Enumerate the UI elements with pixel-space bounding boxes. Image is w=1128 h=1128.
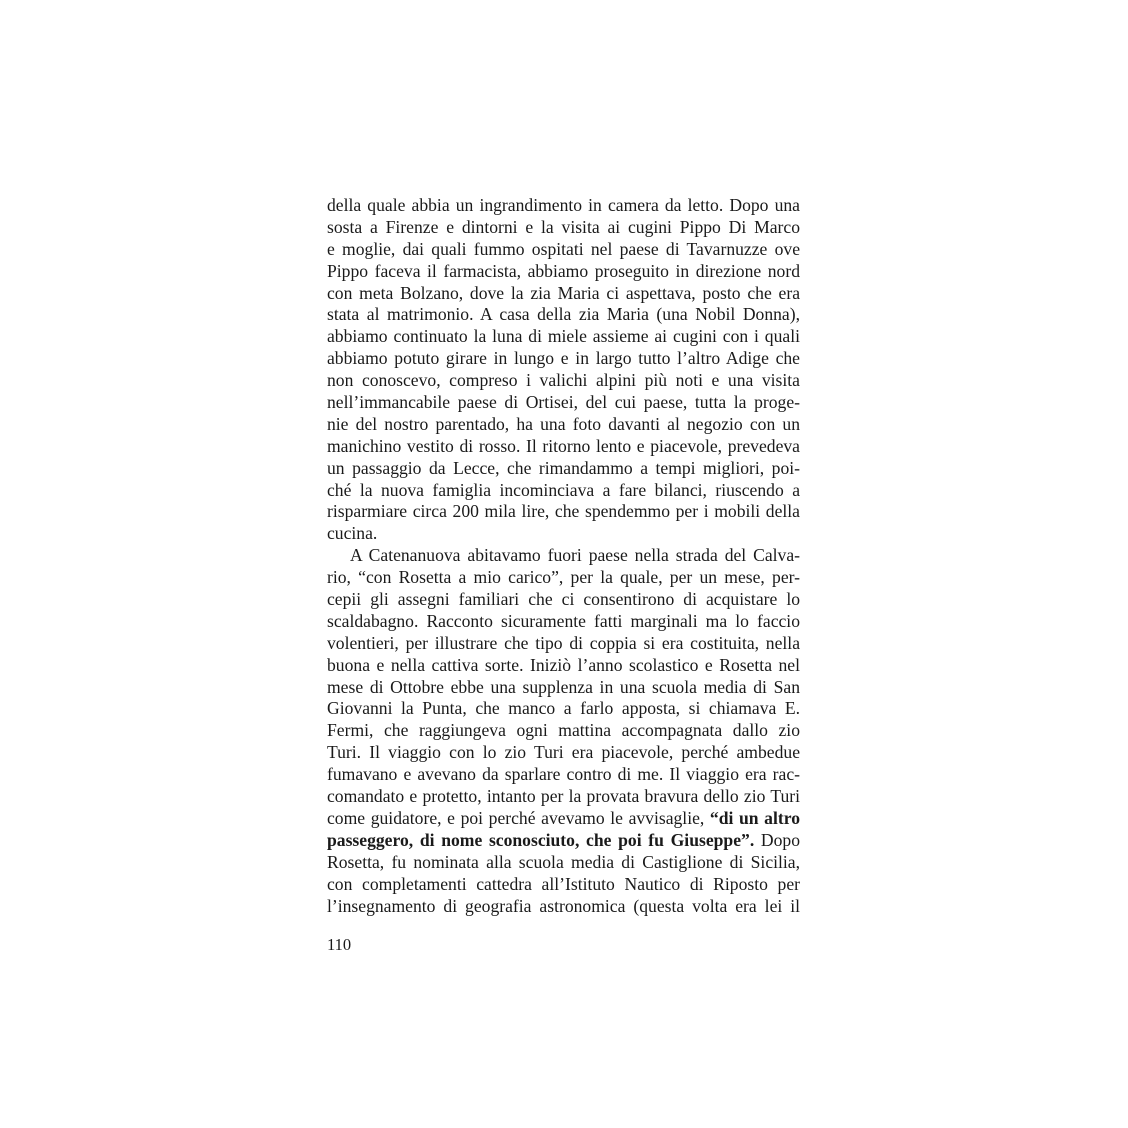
- text-line-mixed: [327, 808, 800, 830]
- text-line: nell’immancabile paese di Ortisei, del cui paese, tutta la proge-: [327, 392, 800, 413]
- page-number: 110: [327, 935, 352, 954]
- text-line: Rosetta, fu nominata alla scuola media di Castiglione di Sicilia,: [327, 851, 800, 872]
- text-line: non conoscevo, compreso i valichi alpini più noti e una visita: [327, 370, 800, 391]
- text-line: con completamenti cattedra all’Istituto Nautico di Riposto per: [327, 873, 800, 894]
- text-line: fumavano e avevano da sparlare contro di me. Il viaggio era rac-: [327, 764, 800, 785]
- text-line: Pippo faceva il farmacista, abbiamo proseguito in direzione nord: [327, 260, 800, 281]
- text-line: Fermi, che raggiungeva ogni mattina accompagnata dallo zio: [327, 720, 800, 741]
- text-line: nie del nostro parentado, ha una foto davanti al negozio con un: [327, 413, 800, 434]
- text-line: comandato e protetto, intanto per la provata bravura dello zio Turi: [327, 786, 800, 807]
- text-line: ché la nuova famiglia incominciava a fare bilanci, riuscendo a: [327, 479, 800, 500]
- text-line: buona e nella cattiva sorte. Iniziò l’anno scolastico e Rosetta nel: [327, 654, 800, 675]
- text-line: cepii gli assegni familiari che ci consentirono di acquistare lo: [327, 589, 800, 610]
- bold-text: “di un altro: [709, 807, 800, 828]
- text-line: e moglie, dai quali fummo ospitati nel paese di Tavarnuzze ove: [327, 238, 800, 259]
- text-line: mese di Ottobre ebbe una supplenza in una scuola media di San: [327, 676, 800, 697]
- text-line: rio, “con Rosetta a mio carico”, per la quale, per un mese, per-: [327, 567, 800, 588]
- text-line-mixed: [327, 830, 800, 852]
- text-line: manichino vestito di rosso. Il ritorno lento e piacevole, prevedeva: [327, 435, 800, 456]
- bold-text: passeggero, di nome sconosciuto, che poi fu Giuseppe”.: [327, 829, 755, 850]
- text-line: Giovanni la Punta, che manco a farlo apposta, si chiamava E.: [327, 698, 800, 719]
- text-line: risparmiare circa 200 mila lire, che spendemmo per i mobili della: [327, 501, 800, 522]
- text-line: con meta Bolzano, dove la zia Maria ci aspettava, posto che era: [327, 282, 800, 303]
- text-line: abbiamo continuato la luna di miele assieme ai cugini con i quali: [327, 326, 800, 347]
- text-line: l’insegnamento di geografia astronomica (questa volta era lei il: [327, 895, 800, 916]
- text-line: volentieri, per illustrare che tipo di coppia si era costituita, nella: [327, 632, 800, 653]
- text-line: sosta a Firenze e dintorni e la visita ai cugini Pippo Di Marco: [327, 216, 800, 237]
- paragraph-1: [327, 195, 800, 545]
- normal-text: come guidatore, e poi perché avevamo le avvisaglie,: [327, 807, 710, 828]
- normal-text: Dopo: [754, 829, 801, 850]
- body-text: [327, 195, 800, 917]
- text-line: abbiamo potuto girare in lungo e in largo tutto l’altro Adige che: [327, 348, 800, 369]
- text-line: A Catenanuova abitavamo fuori paese nella strada del Calva-: [350, 545, 800, 566]
- text-line: Turi. Il viaggio con lo zio Turi era piacevole, perché ambedue: [327, 742, 800, 763]
- text-line: cucina.: [327, 523, 378, 544]
- paragraph-2: [327, 545, 800, 917]
- text-line: scaldabagno. Racconto sicuramente fatti marginali ma lo faccio: [327, 610, 800, 631]
- text-line: un passaggio da Lecce, che rimandammo a tempi migliori, poi-: [327, 457, 800, 478]
- text-line: stata al matrimonio. A casa della zia Maria (una Nobil Donna),: [327, 304, 800, 325]
- text-line: della quale abbia un ingrandimento in camera da letto. Dopo una: [327, 195, 800, 215]
